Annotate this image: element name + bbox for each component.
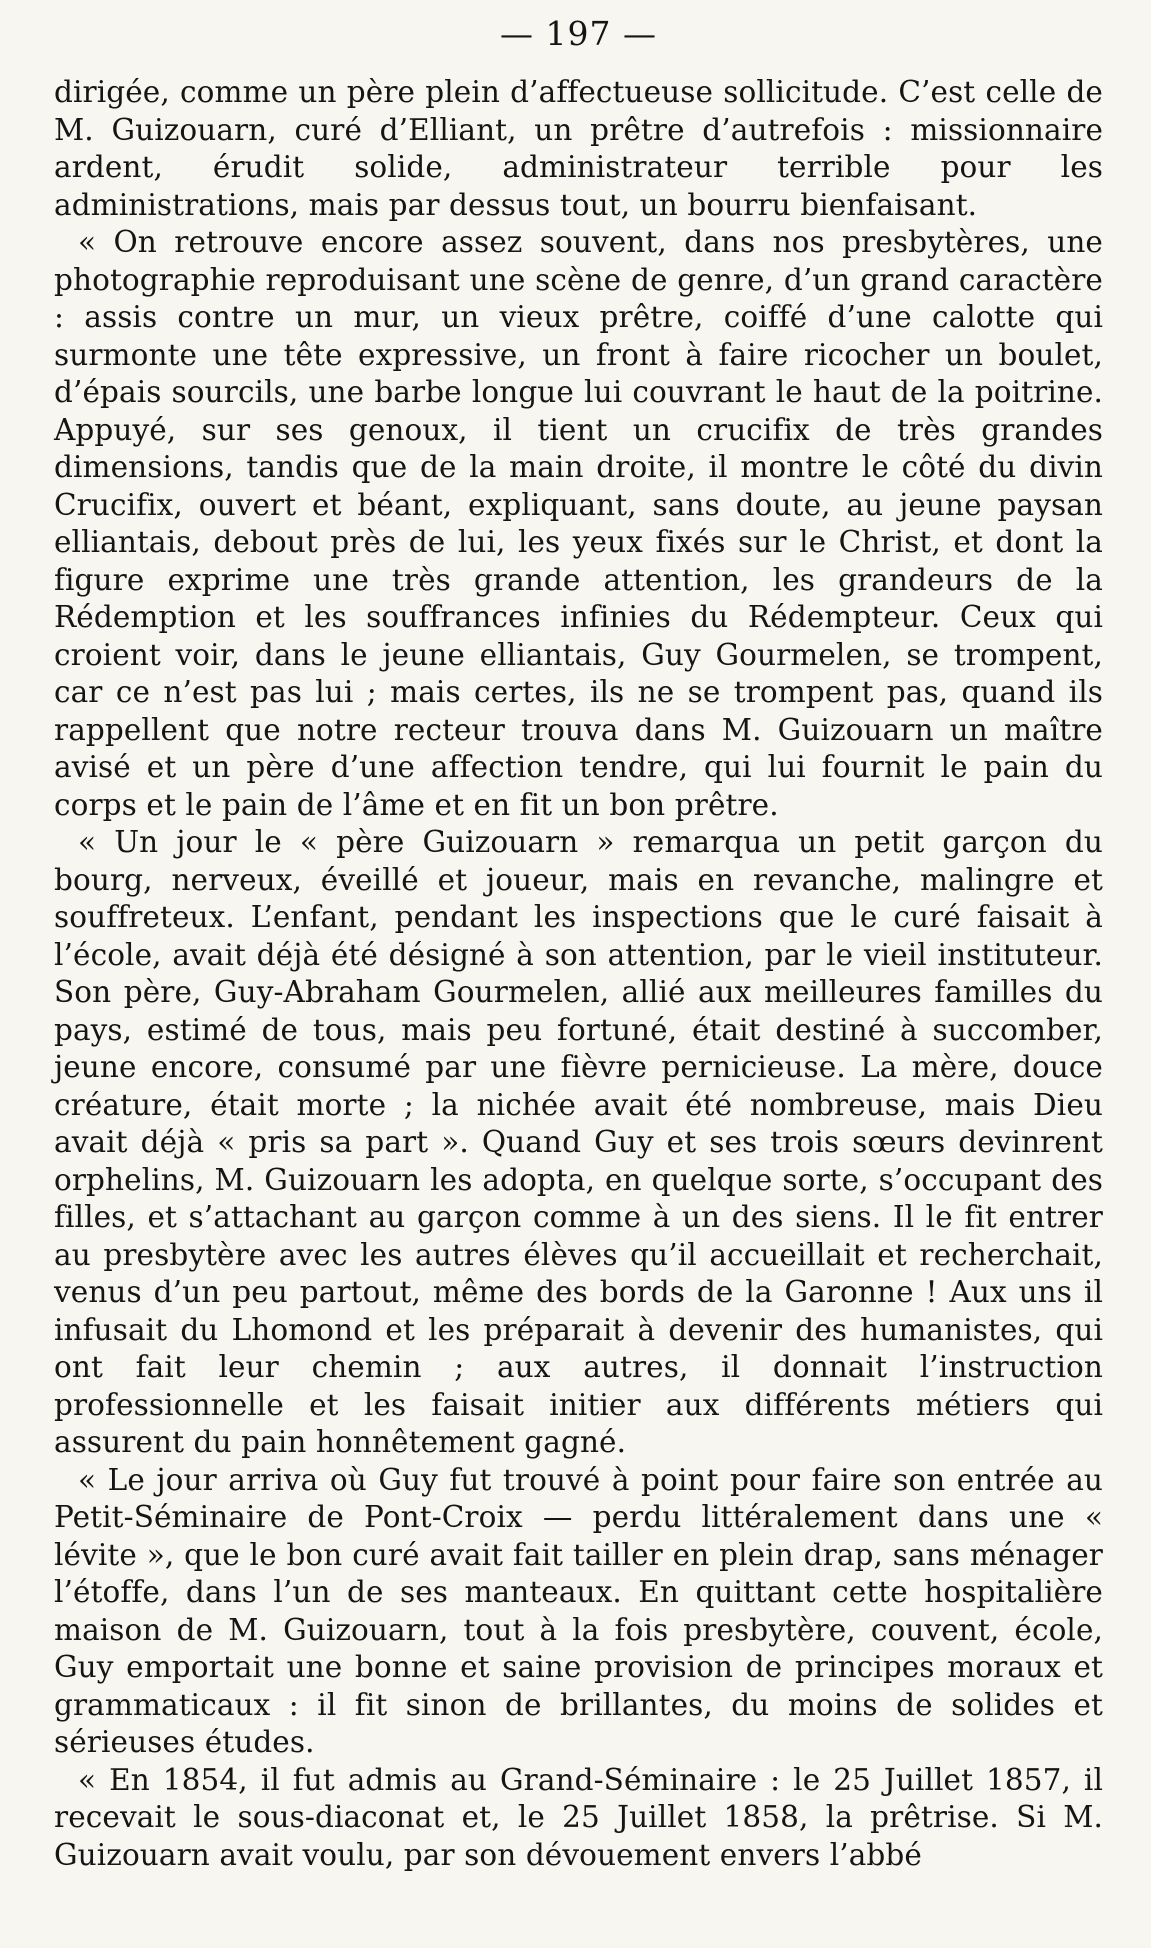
body-text — [54, 74, 1103, 1874]
paragraph-4: « Le jour arriva où Guy fut trouvé à point pour faire son entrée au Petit-Séminaire de Pont-Croix — perdu littéralement dans une « lévite », que le bon curé avait fait tailler en plein drap, sans ménager l’étoffe, dans l’un de ses manteaux. En quittant cette hospitalière maison de M. Guizouarn, tout à la fois presbytère, couvent, école, Guy emportait une bonne et saine provision de principes moraux et grammaticaux : il fit sinon de brillantes, du moins de solides et sérieuses études. — [54, 1462, 1103, 1759]
paragraph-5: « En 1854, il fut admis au Grand-Séminaire : le 25 Juillet 1857, il recevait le sous-diaconat et, le 25 Juillet 1858, la prêtrise. Si M. Guizouarn avait voulu, par son dévouement envers l’abbé — [54, 1762, 1103, 1872]
paragraph-1: dirigée, comme un père plein d’affectueuse sollicitude. C’est celle de M. Guizouarn, curé d’Elliant, un prêtre d’autrefois : missionnaire ardent, érudit solide, administrateur terrible pour les administrations, mais par dessus tout, un bourru bienfaisant. — [54, 75, 1103, 222]
paragraph-3: « Un jour le « père Guizouarn » remarqua un petit garçon du bourg, nerveux, éveillé et joueur, mais en revanche, malingre et souffreteux. L’enfant, pendant les inspections que le curé faisait à l’école, avait déjà été désigné à son attention, par le vieil instituteur. Son père, Guy-Abraham Gourmelen, allié aux meilleures familles du pays, estimé de tous, mais peu fortuné, était destiné à succomber, jeune encore, consumé par une fièvre pernicieuse. La mère, douce créature, était morte ; la nichée avait été nombreuse, mais Dieu avait déjà « pris sa part ». Quand Guy et ses trois sœurs devinrent orphelins, M. Guizouarn les adopta, en quelque sorte, s’occupant des filles, et s’attachant au garçon comme à un des siens. Il le fit entrer au presbytère avec les autres élèves qu’il accueillait et recherchait, venus d’un peu partout, même des bords de la Garonne ! Aux uns il infusait du Lhomond et les préparait à devenir des humanistes, qui ont fait leur chemin ; aux autres, il donnait l’instruction professionnelle et les faisait initier aux différents métiers qui assurent du pain honnêtement gagné. — [54, 825, 1103, 1459]
page-number: — 197 — — [500, 14, 657, 53]
paragraph-2: « On retrouve encore assez souvent, dans nos presbytères, une photographie reproduisant une scène de genre, d’un grand caractère : assis contre un mur, un vieux prêtre, coiffé d’une calotte qui surmonte une tête expressive, un front à faire ricocher un boulet, d’épais sourcils, une barbe longue lui couvrant le haut de la poitrine. Appuyé, sur ses genoux, il tient un crucifix de très grandes dimensions, tandis que de la main droite, il montre le côté du divin Crucifix, ouvert et béant, expliquant, sans doute, au jeune paysan elliantais, debout près de lui, les yeux fixés sur le Christ, et dont la figure exprime une très grande attention, les grandeurs de la Rédemption et les souffrances infinies du Rédempteur. Ceux qui croient voir, dans le jeune elliantais, Guy Gourmelen, se trompent, car ce n’est pas lui ; mais certes, ils ne se trompent pas, quand ils rappellent que notre recteur trouva dans M. Guizouarn un maître avisé et un père d’une affection tendre, qui lui fournit le pain du corps et le pain de l’âme et en fit un bon prêtre. — [54, 225, 1103, 822]
